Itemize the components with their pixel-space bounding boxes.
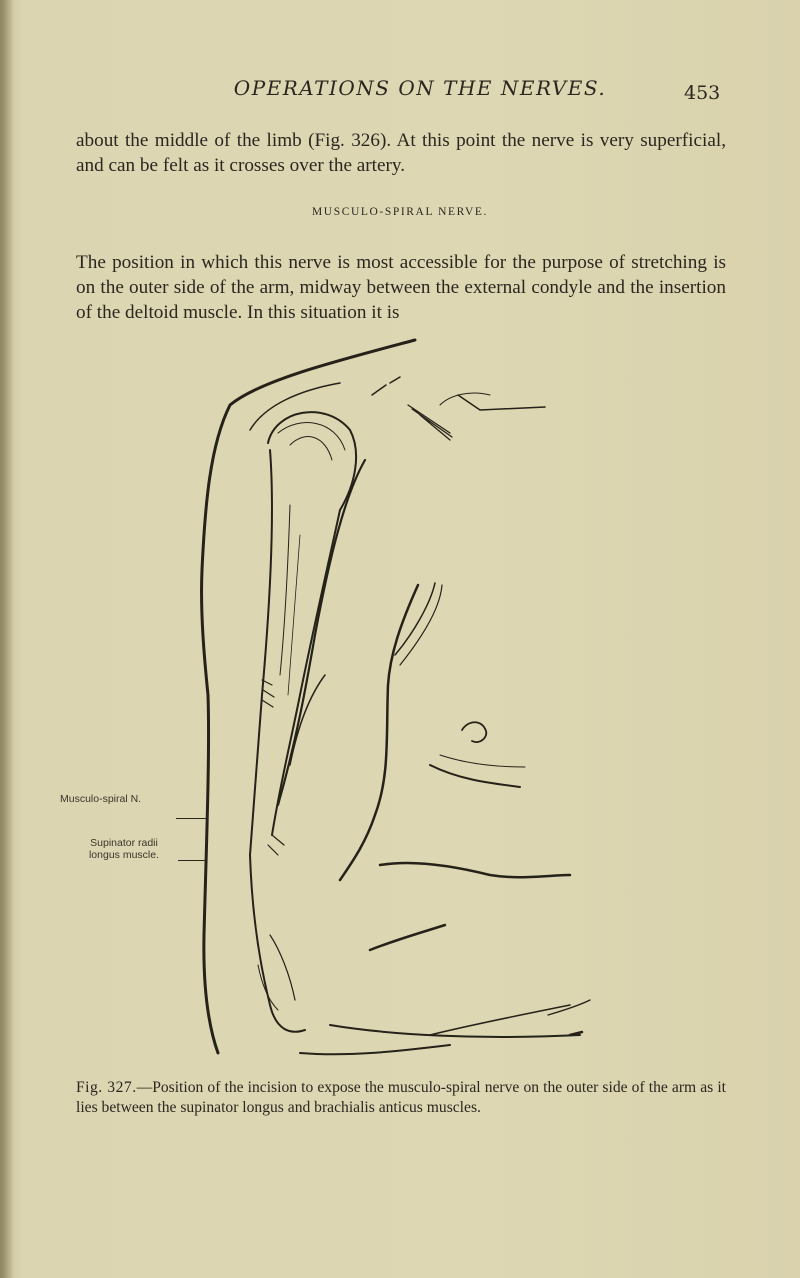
caption-figure-number: Fig. 327. <box>76 1079 137 1096</box>
leader-line-muscle <box>178 860 206 861</box>
label-supinator-muscle <box>68 837 180 861</box>
running-head <box>0 76 800 100</box>
paragraph-1: about the middle of the limb (Fig. 326). At this point the nerve is very superficial, and can be felt as it crosses over the artery. <box>76 130 726 176</box>
figure-caption <box>76 1078 726 1118</box>
label-supinator-line-2: longus muscle. <box>88 849 160 861</box>
arm-incision-illustration <box>150 335 620 1075</box>
caption-text: —Position of the incision to expose the musculo-spiral nerve on the outer side of the arm as it lies between the supinator longus and brachialis anticus muscles. <box>76 1079 726 1116</box>
humerus-shaft <box>250 450 272 855</box>
forearm-contour <box>380 863 570 877</box>
section-heading: MUSCULO-SPIRAL NERVE. <box>311 206 488 218</box>
incision-wound <box>250 855 305 1032</box>
label-supinator-line-1: Supinator radii <box>90 837 158 849</box>
paragraph-2: The position in which this nerve is most accessible for the purpose of stretching is on the outer side of the arm, midway between the external condyle and the insertion of the deltoid muscle. In this situation it is <box>76 252 726 323</box>
shoulder-outline <box>250 383 340 430</box>
running-title: OPERATIONS ON THE NERVES. <box>233 76 607 100</box>
biceps-contour <box>340 585 418 880</box>
label-musculo-spiral-nerve: Musculo-spiral N. <box>60 793 142 805</box>
deltoid-contour <box>278 460 365 805</box>
page-edge-shadow <box>0 0 14 1278</box>
humerus-head <box>268 412 356 510</box>
page-number: 453 <box>684 82 721 104</box>
leader-line-nerve <box>176 818 206 819</box>
